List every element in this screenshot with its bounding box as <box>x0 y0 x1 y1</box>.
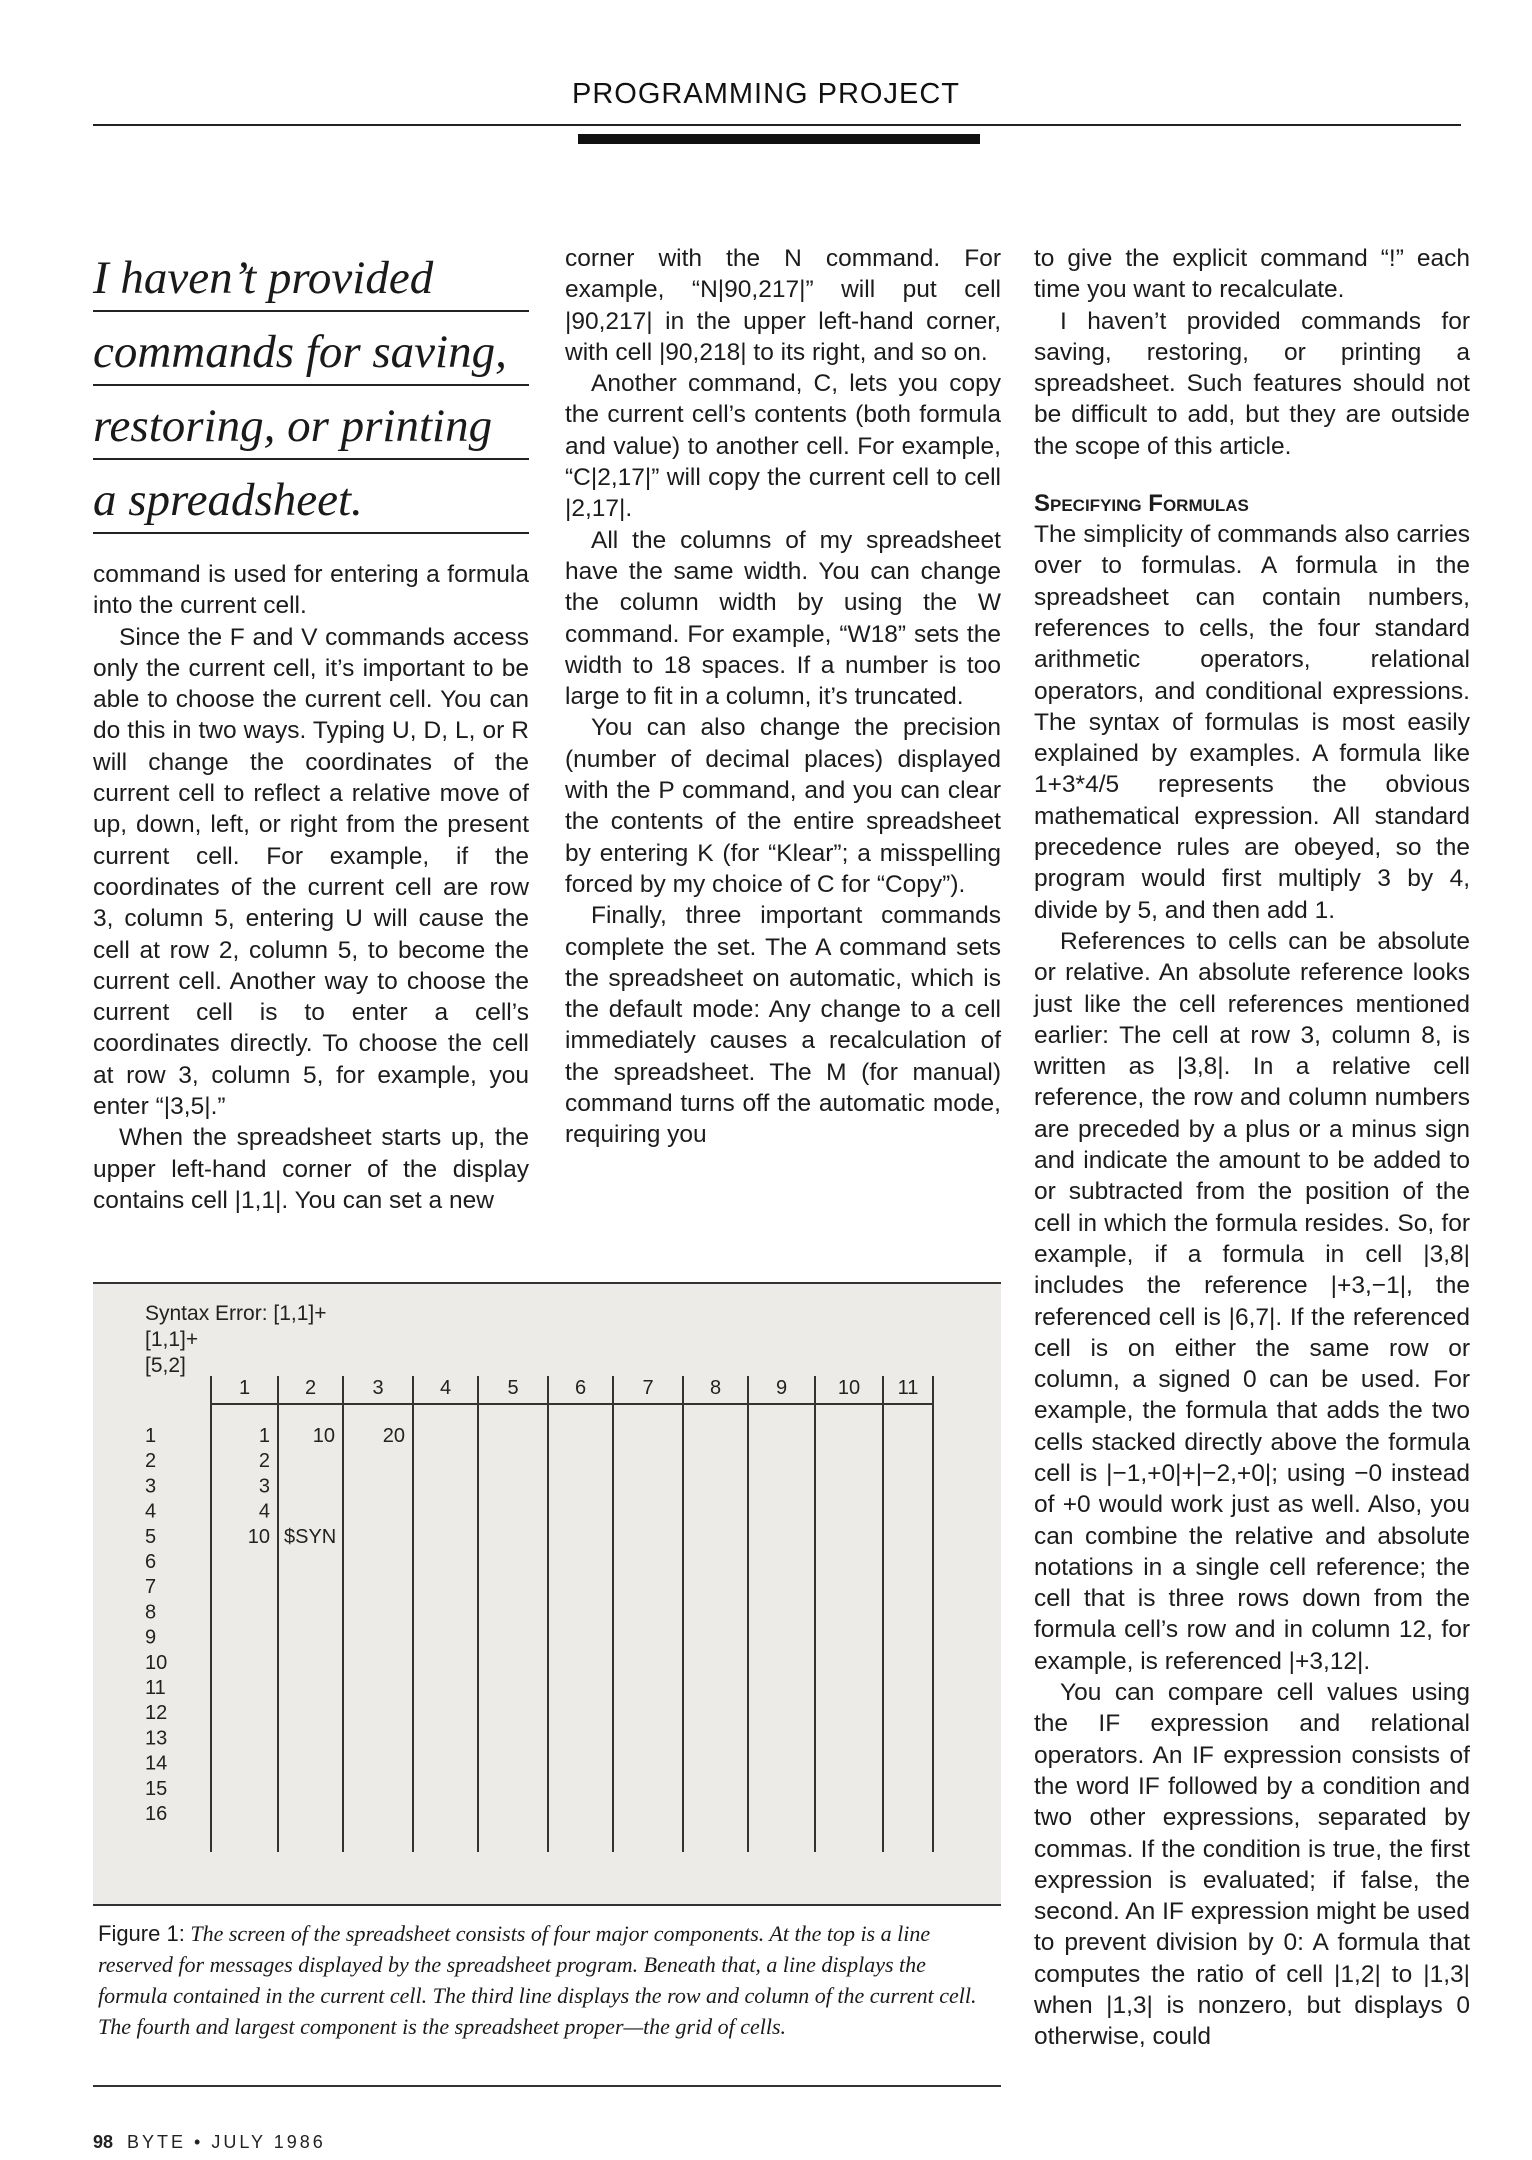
paragraph: Since the F and V commands access only the current cell, it’s important to be able to choose the current cell. You can do this in two ways. Typing U, D, L, or R will change the coordinates of the current cell to reflect a relative move of up, down, left, or right from the present current cell. For example, if the coordinates of the current cell are row 3, column 5, entering U will cause the cell at row 2, column 5, to become the current cell. Another way to choose the current cell is to enter a cell’s coordinates directly. To choose the cell at row 3, column 5, for example, you enter “|3,5|.” <box>93 623 529 1121</box>
section-heading: Specifying Formulas <box>1034 490 1249 518</box>
grid-cell-value: 3 <box>258 1475 270 1498</box>
pull-quote-line: commands for saving, <box>93 312 529 386</box>
grid-cell-value: 4 <box>258 1500 270 1523</box>
grid-cell-value: 10 <box>312 1425 335 1447</box>
column-header: 5 <box>507 1377 519 1399</box>
paragraph: All the columns of my spreadsheet have the same width. You can change the column width by using the W command. For example, “W18” sets the width to 18 spaces. If a number is too large to fit in a column, it’s truncated. <box>565 526 1001 711</box>
column-header: 11 <box>897 1377 919 1399</box>
section-header: PROGRAMMING PROJECT <box>572 78 960 110</box>
row-label: 15 <box>145 1777 168 1800</box>
column-header: 1 <box>238 1377 251 1399</box>
paragraph: Finally, three important commands complete the set. The A command sets the spreadsheet on automatic, which is the default mode: Any change to a cell immediately causes a recalculation of the spreadsheet. The M (for manual) command turns off the automatic mode, requiring you <box>565 902 1001 1149</box>
article-column-2 <box>565 243 1001 1151</box>
column-header: 6 <box>574 1377 587 1399</box>
spreadsheet-grid <box>93 1284 1001 1904</box>
row-label: 13 <box>145 1727 168 1750</box>
paragraph: When the spreadsheet starts up, the upper left-hand corner of the display contains cell |1,1|. You can set a new <box>93 1124 529 1214</box>
pull-quote <box>93 238 529 534</box>
row-label: 16 <box>145 1803 168 1825</box>
grid-cell-value: 20 <box>382 1425 405 1447</box>
column-header: 8 <box>709 1377 722 1399</box>
pull-quote-line: restoring, or printing <box>93 386 529 460</box>
paragraph: I haven’t provided commands for saving, restoring, or printing a spreadsheet. Such features should not be difficult to add, but they are outside the scope of this article. <box>1034 307 1470 460</box>
grid-cell-value: 10 <box>247 1525 270 1548</box>
paragraph: command is used for entering a formula into the current cell. <box>93 561 529 620</box>
article-column-1 <box>93 559 529 1216</box>
row-label: 11 <box>145 1677 166 1699</box>
column-header: 7 <box>642 1377 654 1399</box>
article-column-3 <box>1034 243 1470 2053</box>
header-accent-bar <box>578 134 980 144</box>
column-header: 9 <box>775 1377 788 1399</box>
row-label: 2 <box>145 1450 157 1473</box>
column-header: 3 <box>372 1377 384 1399</box>
column-header: 2 <box>304 1377 317 1399</box>
formula-line: [1,1]+ <box>145 1328 199 1351</box>
row-label: 1 <box>145 1425 157 1447</box>
row-label: 7 <box>145 1576 157 1599</box>
paragraph: You can also change the precision (number of decimal places) displayed with the P command, and you can clear the contents of the entire spreadsheet by entering K (for “Klear”; a misspelling forced by my choice of C for “Copy”). <box>565 714 1001 898</box>
page-footer <box>93 2132 326 2153</box>
figure-spreadsheet-screen <box>93 1282 1001 1906</box>
page-number: 98 <box>93 2132 114 2152</box>
figure-caption-text: The screen of the spreadsheet consists of four major components. At the top is a line reserved for messages displayed by the spreadsheet program. Beneath that, a line displays the formula contained in the current cell. The third line displays the row and column of the current cell. The fourth and largest component is the spreadsheet proper—the grid of cells. <box>98 1921 977 2039</box>
paragraph: Another command, C, lets you copy the current cell’s contents (both formula and value) to another cell. For example, “C|2,17|” will copy the current cell to cell |2,17|. <box>565 370 1001 523</box>
row-label: 10 <box>145 1651 168 1674</box>
paragraph: References to cells can be absolute or relative. An absolute reference looks just like the cell references mentioned earlier: The cell at row 3, column 8, is written as |3,8|. In a relative cell reference, the row and column numbers are preceded by a plus or a minus sign and indicate the amount to be added to or subtracted from the position of the cell in which the formula resides. So, for example, if a formula in cell |3,8| includes the reference |+3,−1|, the referenced cell is |6,7|. If the referenced cell is on either the same row or column, a signed 0 can be used. For example, the formula that adds the two cells stacked directly above the formula cell is |−1,+0|+|−2,+0|; using −0 instead of +0 would work just as well. Also, you can combine the relative and absolute notations in a single cell reference; the cell that is three rows down from the formula cell’s row and in column 12, for example, is referenced |+3,12|. <box>1034 927 1470 1675</box>
grid-cell-value: 2 <box>258 1450 270 1473</box>
grid-cell-value: 1 <box>258 1425 270 1447</box>
row-label: 9 <box>145 1626 157 1649</box>
publication-line: BYTE • JULY 1986 <box>127 2132 326 2152</box>
paragraph: to give the explicit command “!” each time you want to recalculate. <box>1034 245 1470 304</box>
column-header: 10 <box>837 1377 861 1399</box>
row-label: 6 <box>145 1551 157 1573</box>
message-line: Syntax Error: [1,1]+ <box>145 1302 327 1325</box>
row-label: 12 <box>145 1702 168 1725</box>
paragraph: corner with the N command. For example, “N|90,217|” will put cell |90,217| in the upper left-hand corner, with cell |90,218| to its right, and so on. <box>565 245 1001 366</box>
paragraph: You can compare cell values using the IF expression and relational operators. An IF expression consists of the word IF followed by a condition and two other expressions, separated by commas. If the condition is true, the first expression is evaluated; if false, the second. An IF expression might be used to prevent division by 0: A formula that computes the ratio of cell |1,2| to |1,3| when |1,3| is nonzero, but displays 0 otherwise, could <box>1034 1679 1470 2051</box>
figure-caption-label: Figure 1: <box>98 1921 185 1946</box>
paragraph: The simplicity of commands also carries over to formulas. A formula in the spreadsheet can contain numbers, references to cells, the four standard arithmetic operators, relational operators, and conditional expressions. The syntax of formulas is most easily explained by examples. A formula like 1+3*4/5 represents the obvious mathematical expression. All standard precedence rules are obeyed, so the program would first multiply 3 by 4, divide by 5, and then add 1. <box>1034 521 1470 924</box>
row-label: 14 <box>145 1752 168 1775</box>
position-line: [5,2] <box>145 1354 186 1377</box>
caption-rule <box>93 2085 1001 2087</box>
row-label: 4 <box>145 1500 157 1523</box>
grid-cell-value: $SYN <box>284 1525 337 1548</box>
figure-caption <box>98 1918 998 2042</box>
column-header: 4 <box>439 1377 452 1399</box>
row-label: 3 <box>145 1475 157 1498</box>
header-rule <box>93 124 1461 126</box>
row-label: 5 <box>145 1525 157 1548</box>
pull-quote-line: I haven’t provided <box>93 238 529 312</box>
row-label: 8 <box>145 1601 157 1624</box>
pull-quote-line: a spreadsheet. <box>93 460 529 534</box>
